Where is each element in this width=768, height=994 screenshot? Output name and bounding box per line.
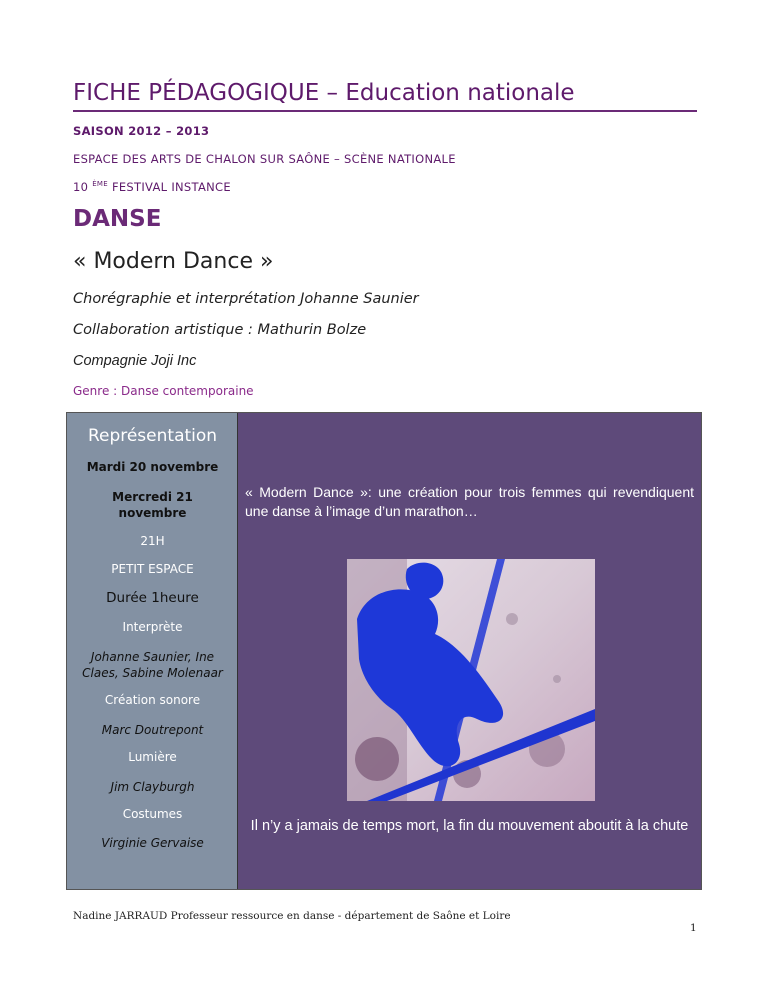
festival-label	[73, 180, 231, 194]
representation-sidebar	[67, 413, 238, 889]
company-name: Compagnie Joji Inc	[73, 353, 197, 369]
sidebar-heading: Représentation	[87, 426, 218, 446]
costumes-label: Costumes	[122, 807, 183, 821]
date-1: Mardi 20 novembre	[86, 460, 219, 474]
light-label: Lumière	[128, 750, 177, 764]
duration: Durée 1heure	[106, 590, 199, 606]
sound-credit: Marc Doutrepont	[101, 723, 204, 737]
show-time: 21H	[140, 534, 165, 548]
venue-room: PETIT ESPACE	[111, 562, 194, 576]
dance-photo	[347, 559, 595, 801]
collaboration-credit: Collaboration artistique : Mathurin Bolze	[73, 322, 367, 338]
footer-text: Nadine JARRAUD Professeur ressource en danse - département de Saône et Loire	[73, 910, 511, 922]
light-credit: Jim Clayburgh	[110, 780, 195, 794]
page-title: FICHE PÉDAGOGIQUE – Education nationale	[73, 80, 575, 106]
choreography-credit: Chorégraphie et interprétation Johanne Saunier	[73, 291, 419, 307]
info-panel	[66, 412, 702, 890]
costumes-credit: Virginie Gervaise	[101, 836, 204, 850]
section-heading: DANSE	[73, 206, 162, 232]
show-title: « Modern Dance »	[73, 249, 274, 274]
sound-label: Création sonore	[104, 693, 201, 707]
genre-label: Genre : Danse contemporaine	[73, 384, 254, 398]
festival-superscript: ÈME	[92, 180, 108, 188]
photo-caption: Il n’y a jamais de temps mort, la fin du mouvement aboutit à la chute	[250, 818, 689, 834]
festival-name: FESTIVAL INSTANCE	[108, 180, 231, 194]
season-label: SAISON 2012 – 2013	[73, 124, 210, 138]
date-2: Mercredi 21 novembre	[112, 490, 193, 520]
performers: Johanne Saunier, Ine Claes, Sabine Molenaar	[82, 650, 223, 680]
page-number: 1	[690, 922, 697, 934]
performers-label: Interprète	[122, 620, 183, 634]
intro-text: « Modern Dance »: une création pour trois femmes qui revendiquent une danse à l’image d’un marathon…	[245, 484, 694, 519]
title-divider	[73, 110, 697, 112]
festival-number: 10	[73, 180, 89, 194]
venue-label: ESPACE DES ARTS DE CHALON SUR SAÔNE – SCÈNE NATIONALE	[73, 152, 456, 166]
